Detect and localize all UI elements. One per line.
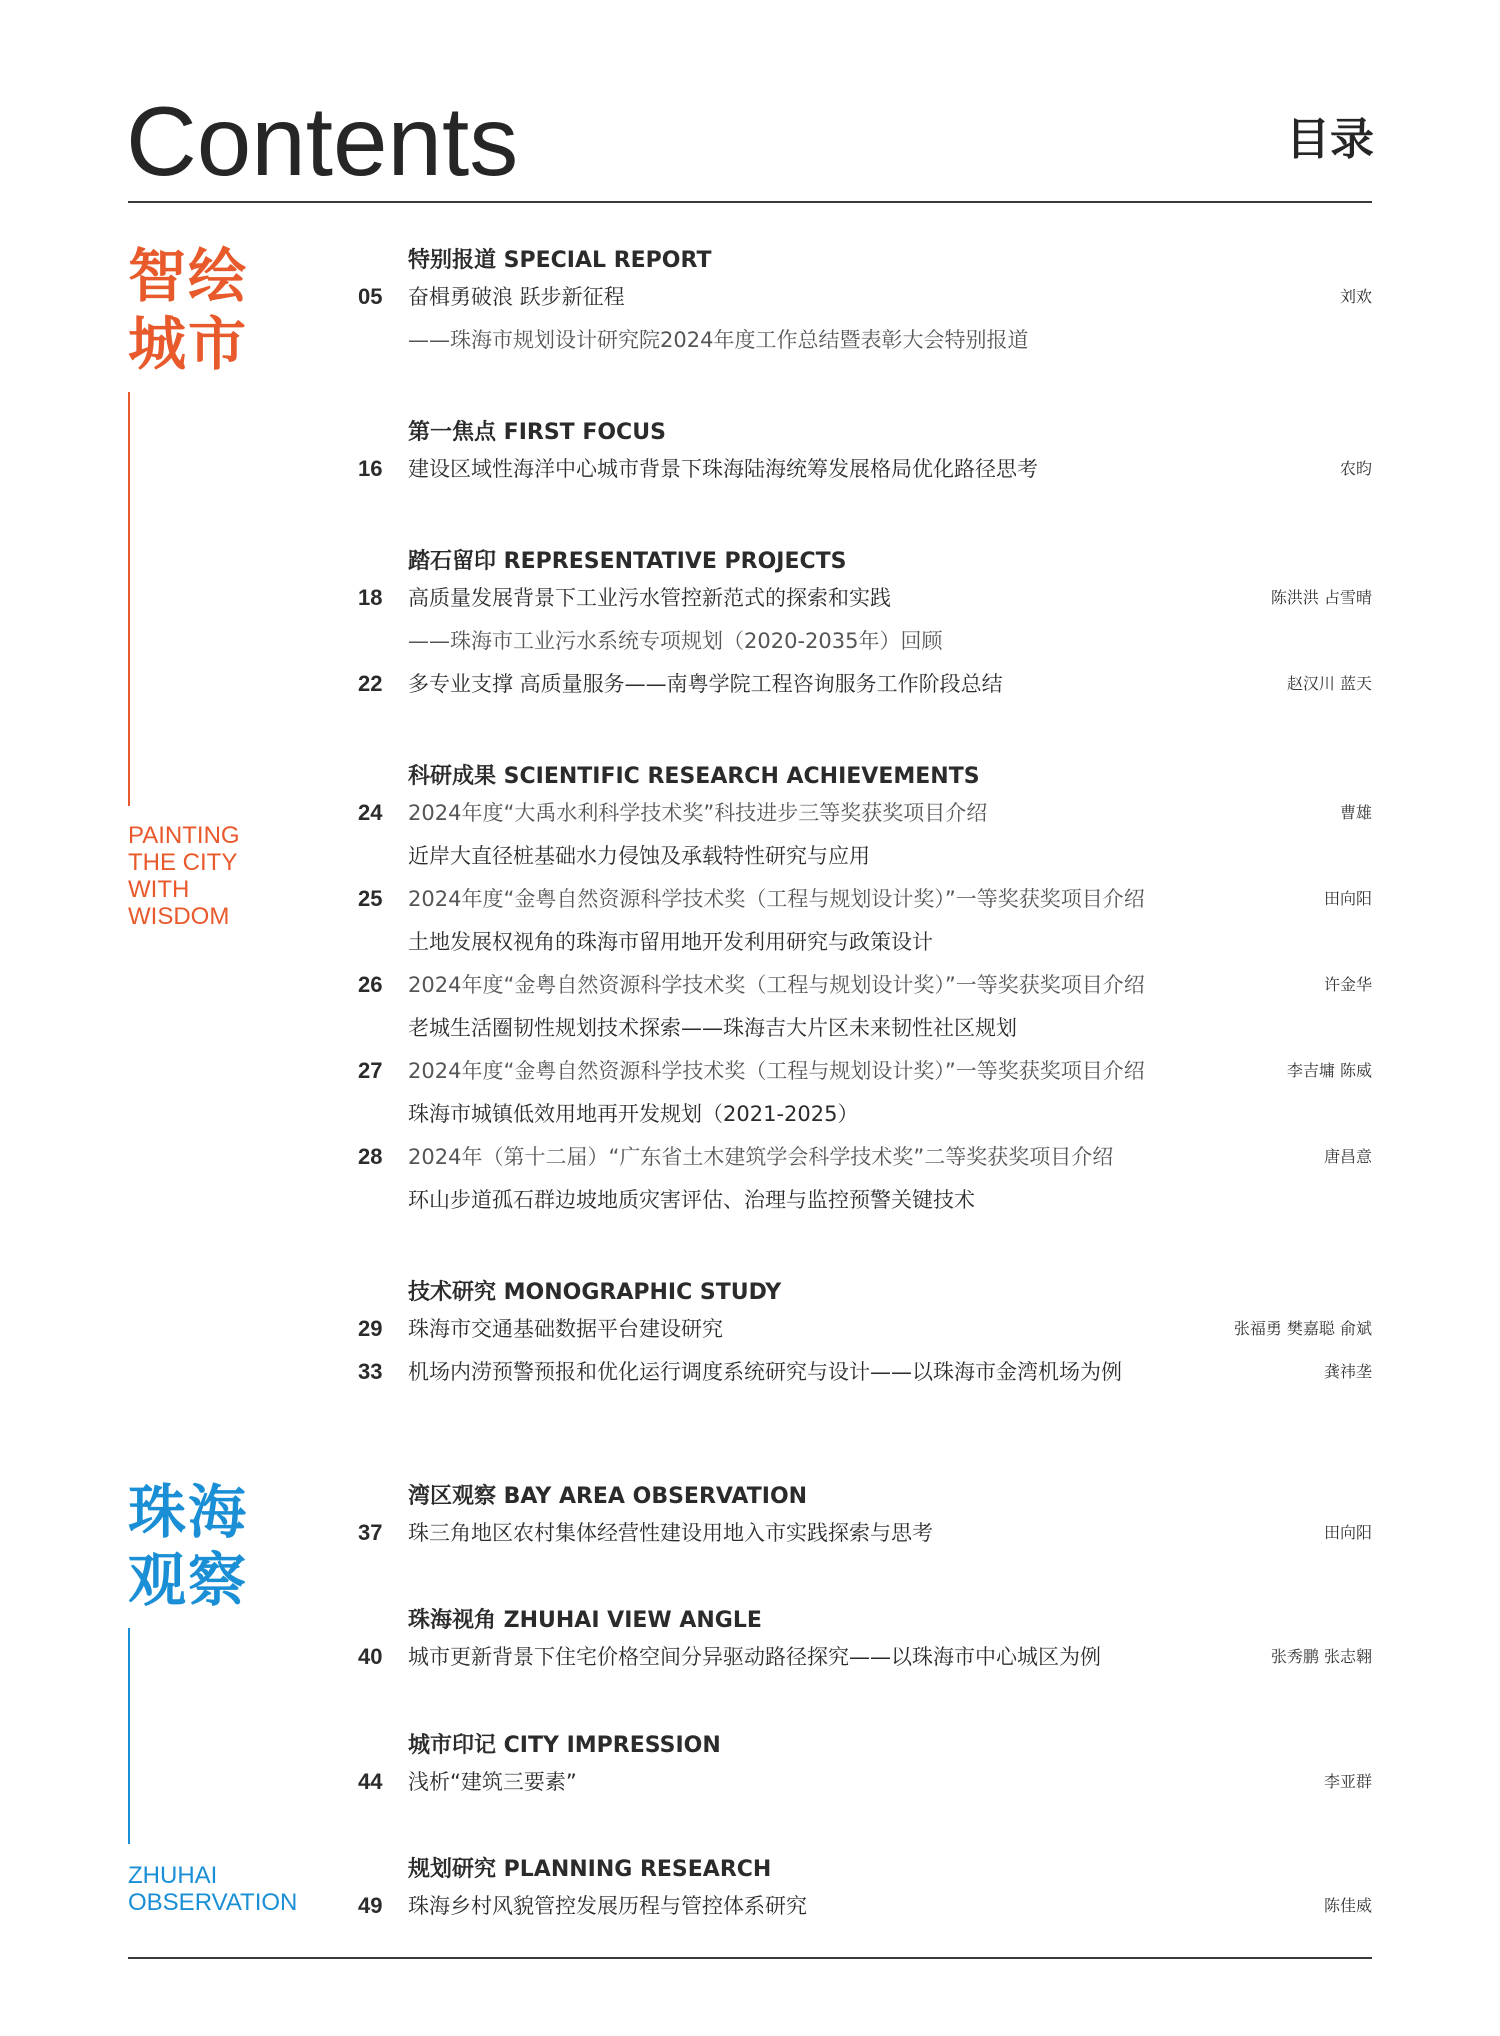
entry-title: 环山步道孤石群边坡地质灾害评估、治理与监控预警关键技术 bbox=[408, 1188, 975, 1212]
side-label-en-line: ZHUHAI bbox=[128, 1862, 218, 1889]
section-title: 珠海视角 ZHUHAI VIEW ANGLE bbox=[408, 1608, 762, 1633]
toc-entry[interactable] bbox=[0, 669, 1500, 701]
entry-author: 唐昌意 bbox=[1323, 1147, 1372, 1166]
toc-entry[interactable] bbox=[0, 1891, 1500, 1923]
entry-title: 高质量发展背景下工业污水管控新范式的探索和实践 bbox=[408, 586, 891, 610]
toc-entry[interactable] bbox=[0, 1767, 1500, 1799]
side-label-cn-line: 智绘 bbox=[128, 242, 249, 310]
toc-entry[interactable] bbox=[0, 1357, 1500, 1389]
page-number: 37 bbox=[358, 1520, 383, 1545]
entry-author: 陈佳威 bbox=[1323, 1896, 1372, 1915]
section-title: 湾区观察 BAY AREA OBSERVATION bbox=[408, 1484, 808, 1509]
toc-entry[interactable] bbox=[0, 970, 1500, 1002]
entry-author: 龚祎垄 bbox=[1323, 1362, 1372, 1381]
entry-title: 土地发展权视角的珠海市留用地开发利用研究与政策设计 bbox=[408, 930, 933, 954]
entry-title: 老城生活圈韧性规划技术探索——珠海吉大片区未来韧性社区规划 bbox=[408, 1016, 1017, 1040]
entry-title: 珠海市交通基础数据平台建设研究 bbox=[408, 1317, 723, 1341]
side-label-en-line: WITH bbox=[128, 876, 190, 903]
entry-author: 陈洪洪 占雪晴 bbox=[1270, 588, 1372, 607]
toc-entry[interactable] bbox=[0, 1642, 1500, 1674]
page-number: 40 bbox=[358, 1644, 383, 1669]
toc-entry[interactable] bbox=[0, 1056, 1500, 1088]
entry-title: 珠海乡村风貌管控发展历程与管控体系研究 bbox=[408, 1894, 807, 1918]
entry-title: ——珠海市工业污水系统专项规划（2020-2035年）回顾 bbox=[408, 629, 943, 653]
page-number: 49 bbox=[358, 1893, 383, 1918]
toc-entry[interactable] bbox=[0, 1099, 1500, 1131]
top-divider bbox=[128, 201, 1372, 203]
side-label-en-line: WISDOM bbox=[128, 903, 230, 930]
entry-title: ——珠海市规划设计研究院2024年度工作总结暨表彰大会特别报道 bbox=[408, 328, 1029, 352]
side-label-cn-line: 城市 bbox=[128, 310, 249, 378]
toc-entry[interactable] bbox=[0, 583, 1500, 615]
side-label-en-line: OBSERVATION bbox=[128, 1889, 298, 1916]
page-number: 24 bbox=[358, 800, 383, 825]
section-title: 城市印记 CITY IMPRESSION bbox=[408, 1733, 721, 1758]
bottom-divider bbox=[128, 1957, 1372, 1959]
toc-entry[interactable] bbox=[0, 325, 1500, 357]
entry-title: 珠三角地区农村集体经营性建设用地入市实践探索与思考 bbox=[408, 1521, 933, 1545]
page-number: 44 bbox=[358, 1769, 383, 1794]
entry-author: 张福勇 樊嘉聪 俞斌 bbox=[1233, 1319, 1372, 1338]
toc-entry[interactable] bbox=[0, 1013, 1500, 1045]
toc-entry[interactable] bbox=[0, 1142, 1500, 1174]
section-title: 规划研究 PLANNING RESEARCH bbox=[408, 1857, 772, 1882]
entry-title: 建设区域性海洋中心城市背景下珠海陆海统筹发展格局优化路径思考 bbox=[408, 457, 1038, 481]
entry-author: 赵汉川 蓝天 bbox=[1286, 674, 1372, 693]
toc-entry[interactable] bbox=[0, 884, 1500, 916]
page-number: 27 bbox=[358, 1058, 383, 1083]
toc-entry[interactable] bbox=[0, 1518, 1500, 1550]
entry-title: 2024年度“金粤自然资源科学技术奖（工程与规划设计奖）”一等奖获奖项目介绍 bbox=[408, 973, 1145, 997]
entry-title: 浅析“建筑三要素” bbox=[408, 1770, 577, 1794]
entry-author: 刘欢 bbox=[1339, 287, 1372, 306]
entry-title: 2024年度“金粤自然资源科学技术奖（工程与规划设计奖）”一等奖获奖项目介绍 bbox=[408, 887, 1145, 911]
toc-entry[interactable] bbox=[0, 1314, 1500, 1346]
page-title: Contents bbox=[126, 86, 519, 196]
page-number: 16 bbox=[358, 456, 383, 481]
page-number: 18 bbox=[358, 585, 383, 610]
page-number: 28 bbox=[358, 1144, 383, 1169]
page-number: 29 bbox=[358, 1316, 383, 1341]
page-number: 05 bbox=[358, 284, 383, 309]
page-number: 26 bbox=[358, 972, 383, 997]
entry-author: 田向阳 bbox=[1323, 889, 1372, 908]
entry-title: 珠海市城镇低效用地再开发规划（2021-2025） bbox=[408, 1102, 859, 1126]
page-title-cn: 目录 bbox=[1286, 114, 1374, 165]
entry-author: 李吉墉 陈威 bbox=[1286, 1061, 1372, 1080]
section-title: 科研成果 SCIENTIFIC RESEARCH ACHIEVEMENTS bbox=[408, 764, 980, 789]
entry-title: 城市更新背景下住宅价格空间分异驱动路径探究——以珠海市中心城区为例 bbox=[408, 1645, 1101, 1669]
entry-author: 田向阳 bbox=[1323, 1523, 1372, 1542]
entry-author: 李亚群 bbox=[1323, 1772, 1372, 1791]
toc-entry[interactable] bbox=[0, 454, 1500, 486]
page-number: 22 bbox=[358, 671, 383, 696]
entry-author: 许金华 bbox=[1323, 975, 1372, 994]
side-label-cn-line: 观察 bbox=[128, 1546, 249, 1614]
section-title: 踏石留印 REPRESENTATIVE PROJECTS bbox=[408, 549, 847, 574]
entry-author: 张秀鹏 张志翱 bbox=[1270, 1647, 1372, 1666]
section-title: 技术研究 MONOGRAPHIC STUDY bbox=[408, 1280, 782, 1305]
entry-author: 曹雄 bbox=[1339, 803, 1372, 822]
entry-title: 2024年度“大禹水利科学技术奖”科技进步三等奖获奖项目介绍 bbox=[408, 801, 988, 825]
section-title: 特别报道 SPECIAL REPORT bbox=[408, 248, 712, 273]
entry-title: 奋楫勇破浪 跃步新征程 bbox=[408, 285, 625, 309]
toc-entry[interactable] bbox=[0, 626, 1500, 658]
toc-entry[interactable] bbox=[0, 282, 1500, 314]
entry-title: 2024年度“金粤自然资源科学技术奖（工程与规划设计奖）”一等奖获奖项目介绍 bbox=[408, 1059, 1145, 1083]
side-label-en-line: PAINTING bbox=[128, 822, 240, 849]
page-number: 33 bbox=[358, 1359, 383, 1384]
toc-entry[interactable] bbox=[0, 798, 1500, 830]
section-title: 第一焦点 FIRST FOCUS bbox=[408, 420, 666, 445]
entry-title: 2024年（第十二届）“广东省土木建筑学会科学技术奖”二等奖获奖项目介绍 bbox=[408, 1145, 1114, 1169]
entry-title: 机场内涝预警预报和优化运行调度系统研究与设计——以珠海市金湾机场为例 bbox=[408, 1360, 1122, 1384]
page-number: 25 bbox=[358, 886, 383, 911]
toc-entry[interactable] bbox=[0, 927, 1500, 959]
toc-entry[interactable] bbox=[0, 841, 1500, 873]
side-label-cn-line: 珠海 bbox=[128, 1478, 249, 1546]
entry-title: 近岸大直径桩基础水力侵蚀及承载特性研究与应用 bbox=[408, 844, 870, 868]
entry-title: 多专业支撑 高质量服务——南粤学院工程咨询服务工作阶段总结 bbox=[408, 672, 1003, 696]
toc-entry[interactable] bbox=[0, 1185, 1500, 1217]
entry-author: 农昀 bbox=[1339, 459, 1372, 478]
side-label-en-line: THE CITY bbox=[128, 849, 238, 876]
